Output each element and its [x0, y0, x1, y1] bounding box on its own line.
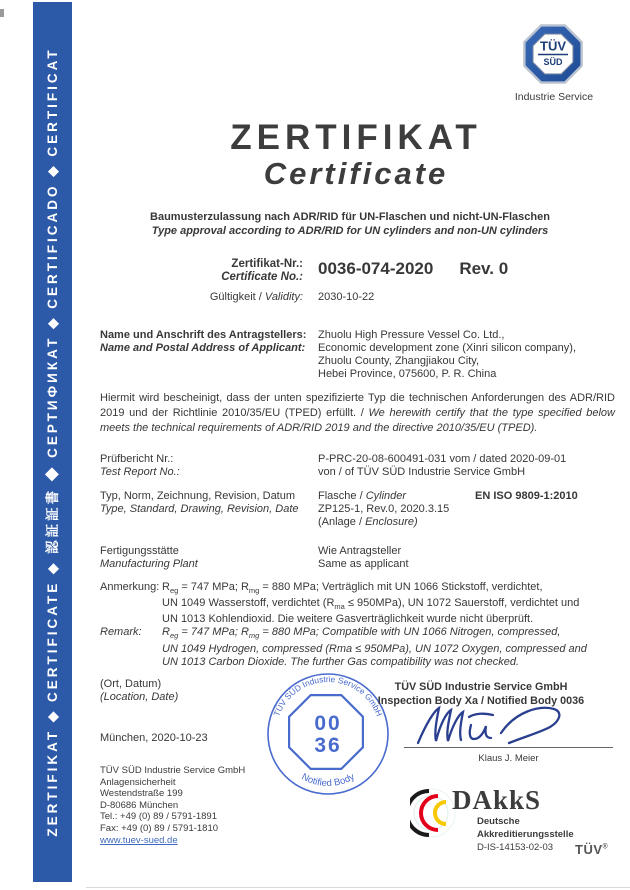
test-report-label: Prüfbericht Nr.: Test Report No.:: [100, 453, 180, 478]
applicant-line: Zhuolu County, Zhangjiakou City,: [318, 355, 480, 367]
stamp-ring-top-text: TÜV SÜD Industrie Service GmbH: [271, 673, 385, 718]
remark-text-de: $R_{eg} = 747$ MPa; $R_{mg} = 880$ MPa; Verträglich mit UN 1066 Stickstoff, verdichtet, UN 1049 Wasserstoff, verdichtet $(R_{ma} \le 950MPa)$, UN 1072 Sauerstoff, verdichtet und UN 1013 Kohlendioxid. Die weitere Gasverträglichkeit wurde nicht überprüft.: [162, 581, 580, 626]
svg-text:Notified Body: [300, 771, 357, 789]
place-date: München, 2020-10-23: [100, 732, 208, 744]
inspection-body-heading: TÜV SÜD Industrie Service GmbH Inspection Body Xa / Notified Body 0036: [377, 681, 585, 707]
applicant-line: Hebei Province, 075600, P. R. China: [318, 368, 497, 380]
statement-en: We herewith certify that the type specified below meets the technical requirements of ADR/RID 2019 and the directive 2010/35/EU (TPED).: [100, 407, 615, 434]
subtitle-en: Type approval according to ADR/RID for UN cylinders and non-UN cylinders: [151, 224, 549, 237]
tuv-sud-logo: [521, 22, 585, 86]
issuer-address: TÜV SÜD Industrie Service GmbH Anlagensicherheit Westendstraße 199 D-80686 München Tel.: +49 (0) 89 / 5791-1891 Fax: +49 (0) 89 / 5791-1810 www.tuev-sued.de: [100, 765, 246, 846]
stamp-number-top: 00: [314, 712, 342, 735]
applicant-line: Zhuolu High Pressure Vessel Co. Ltd.,: [318, 329, 505, 341]
plant-value: Wie Antragsteller Same as applicant: [318, 545, 409, 570]
type-row-value: Flasche / Cylinder ZP125-1, Rev.0, 2020.3.15 (Anlage / Enclosure): [318, 490, 450, 528]
type-row-label: Typ, Norm, Zeichnung, Revision, Datum Type, Standard, Drawing, Revision, Date: [100, 490, 299, 515]
certificate-number: 0036-074-2020: [318, 259, 434, 278]
website-link[interactable]: www.tuev-sued.de: [100, 834, 178, 846]
signer-name: Klaus J. Meier: [478, 753, 539, 764]
certificate-number-label: [100, 258, 303, 284]
applicant-address: [318, 329, 576, 381]
validity-label: Gültigkeit / Validity:: [209, 291, 303, 303]
logo-tuv-text: TÜV: [540, 38, 566, 54]
location-date-label: (Ort, Datum) (Location, Date): [100, 678, 179, 703]
validity-value: 2030-10-22: [318, 291, 375, 303]
page-title-de: ZERTIFIKAT: [230, 118, 482, 157]
certificate-revision: Rev. 0: [459, 259, 509, 278]
certification-statement: [100, 391, 615, 436]
page-bottom-edge: [86, 887, 630, 888]
stamp-ring-bottom-text: Notified Body: [299, 771, 357, 789]
remark-label-de: Anmerkung:: [100, 581, 160, 593]
plant-label: Fertigungsstätte Manufacturing Plant: [100, 545, 198, 570]
stamp-number-bottom: 36: [314, 734, 342, 757]
certificate-number-label-en: Certificate No.:: [221, 271, 303, 283]
logo-sud-text: SÜD: [543, 57, 563, 67]
tuv-registered-mark: TÜV®: [575, 842, 609, 857]
standard-reference: EN ISO 9809-1:2010: [475, 490, 578, 502]
statement-de: Hiermit wird bescheinigt, dass der unten spezifizierte Typ die technischen Anforderungen des ADR/RID 2019 und der Richtlinie 2010/35/EU (TPED) erfüllt. /: [100, 392, 615, 419]
dakks-logo-arcs: [410, 786, 456, 840]
vertical-certificate-text: ZERTIFIKAT ◆ CERTIFICATE ◆ 認証証書 ◆ СЕРТИФИКАТ ◆ CERTIFICADO ◆ CERTIFICAT: [45, 47, 60, 837]
page-title-en: Certificate: [263, 156, 449, 191]
dakks-logo-text: DAkkS: [452, 785, 542, 815]
remark-section: [100, 581, 587, 669]
approval-subtitle: [80, 211, 620, 238]
dakks-accreditation-number: D-IS-14153-02-03: [477, 841, 554, 853]
certificate-number-label-de: Zertifikat-Nr.:: [231, 258, 303, 270]
signature-line: [404, 747, 613, 748]
remark-label-en: Remark:: [100, 626, 142, 639]
logo-caption: Industrie Service: [514, 91, 594, 103]
test-report-value: P-PRC-20-08-600491-031 vom / dated 2020-09-01 von / of TÜV SÜD Industrie Service GmbH: [318, 453, 567, 478]
signature: [412, 702, 577, 750]
subtitle-de: Baumusterzulassung nach ADR/RID für UN-Flaschen und nicht-UN-Flaschen: [150, 211, 550, 223]
applicant-label: Name und Anschrift des Antragstellers: Name and Postal Address of Applicant:: [100, 329, 307, 354]
scan-artifact: [0, 9, 4, 17]
applicant-line: Economic development zone (Xinri silicon company),: [318, 342, 577, 354]
dakks-accreditation-text: Deutsche Akkreditierungsstelle D-IS-14153-02-03: [477, 816, 574, 853]
remark-text-en: $R_{eg} = 747$ MPa; $R_{mg} = 880$ MPa; Compatible with UN 1066 Nitrogen, compressed, UN 1049 Hydrogen, compressed (Rma ≤ 950MPa), UN 1072 Oxygen, compressed and UN 1013 Carbon Dioxide. The further Gas compatibility was not checked.: [162, 626, 587, 668]
certificate-number-value: [318, 259, 508, 279]
